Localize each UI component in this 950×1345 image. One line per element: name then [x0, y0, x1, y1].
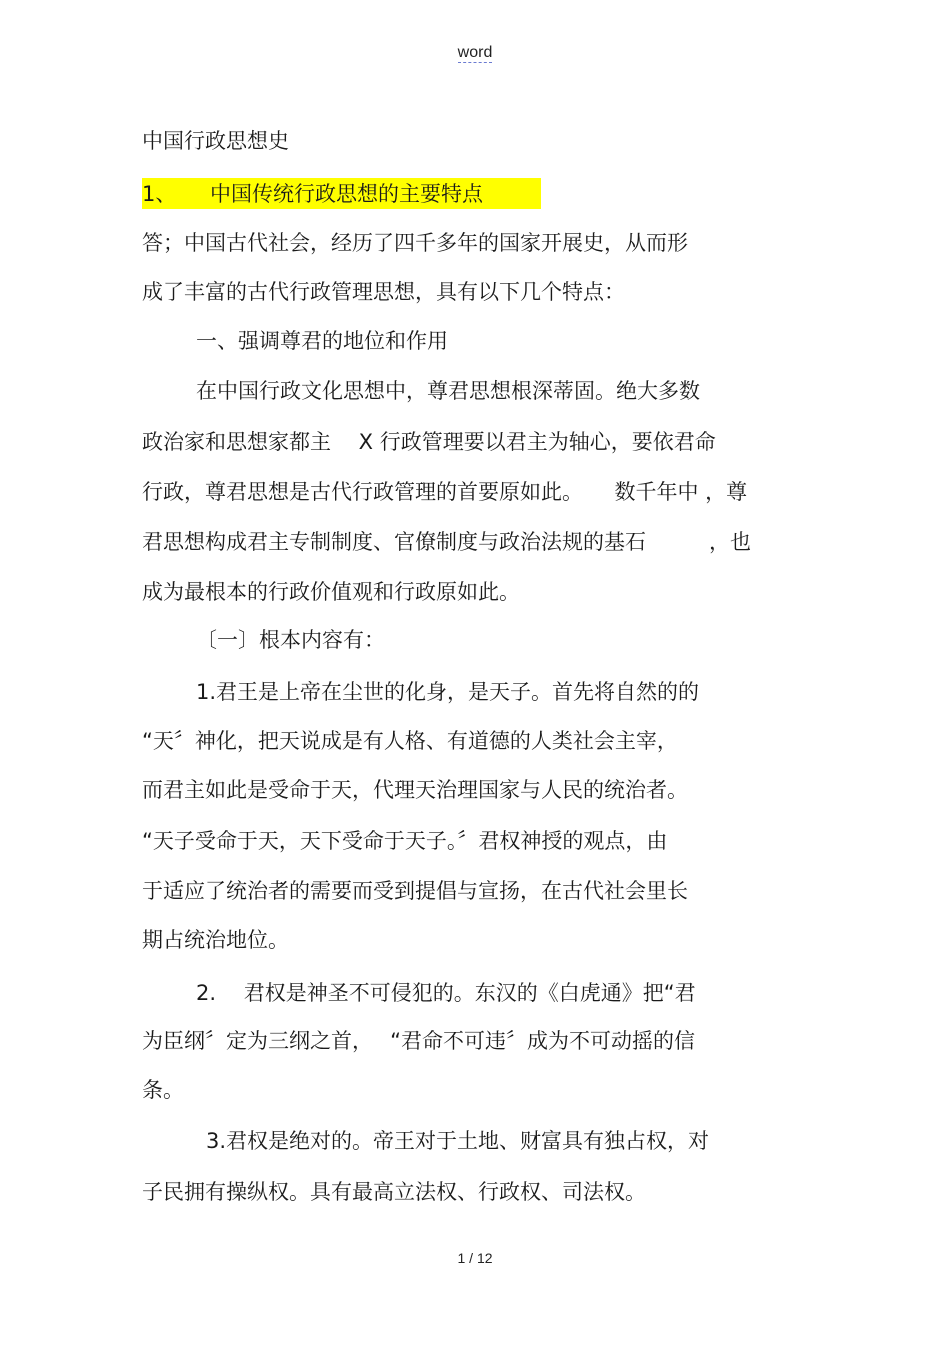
- heading-number: 1、: [142, 182, 177, 206]
- body-line: 而君主如此是受命于天，代理天治理国家与人民的统治者。: [142, 778, 688, 802]
- body-line: 子民拥有操纵权。具有最高立法权、行政权、司法权。: [142, 1180, 646, 1204]
- body-line: 政治家和思想家都主 X 行政管理要以君主为轴心，要依君命: [142, 430, 716, 454]
- section-heading: 一、强调尊君的地位和作用: [196, 329, 448, 353]
- body-line: 成了丰富的古代行政管理思想，具有以下几个特点：: [142, 280, 625, 304]
- header-label: word: [457, 44, 493, 61]
- body-line: 条。: [142, 1078, 184, 1102]
- page-header: [0, 44, 950, 62]
- body-line: 期占统治地位。: [142, 928, 289, 952]
- body-line: 于适应了统治者的需要而受到提倡与宣扬，在古代社会里长: [142, 879, 688, 903]
- body-line: 成为最根本的行政价值观和行政原如此。: [142, 580, 520, 604]
- body-line: 1.君王是上帝在尘世的化身，是天子。首先将自然的的: [196, 680, 700, 704]
- subsection-heading: 〔一〕根本内容有：: [196, 628, 385, 652]
- body-line: 3.君权是绝对的。帝王对于土地、财富具有独占权，对: [206, 1129, 710, 1153]
- body-line: 为臣纲〞定为三纲之首， “君命不可违〞成为不可动摇的信: [142, 1029, 696, 1053]
- body-line: 君思想构成君主专制制度、官僚制度与政治法规的基石 ，也: [142, 530, 751, 554]
- body-line: 行政，尊君思想是古代行政管理的首要原如此。 数千年中 ，尊: [142, 480, 748, 504]
- body-line: 2. 君权是神圣不可侵犯的。东汉的《白虎通》把“君: [196, 981, 696, 1005]
- heading-text: 中国传统行政思想的主要特点: [210, 182, 483, 206]
- page-number: 1 / 12: [457, 1250, 493, 1266]
- doc-title: 中国行政思想史: [142, 129, 289, 153]
- body-line: 在中国行政文化思想中，尊君思想根深蒂固。绝大多数: [196, 379, 700, 403]
- body-line: “天〞神化，把天说成是有人格、有道德的人类社会主宰，: [142, 729, 678, 753]
- body-line: 答；中国古代社会，经历了四千多年的国家开展史，从而形: [142, 231, 688, 255]
- body-line: “天子受命于天，天下受命于天子。〞君权神授的观点，由: [142, 829, 668, 853]
